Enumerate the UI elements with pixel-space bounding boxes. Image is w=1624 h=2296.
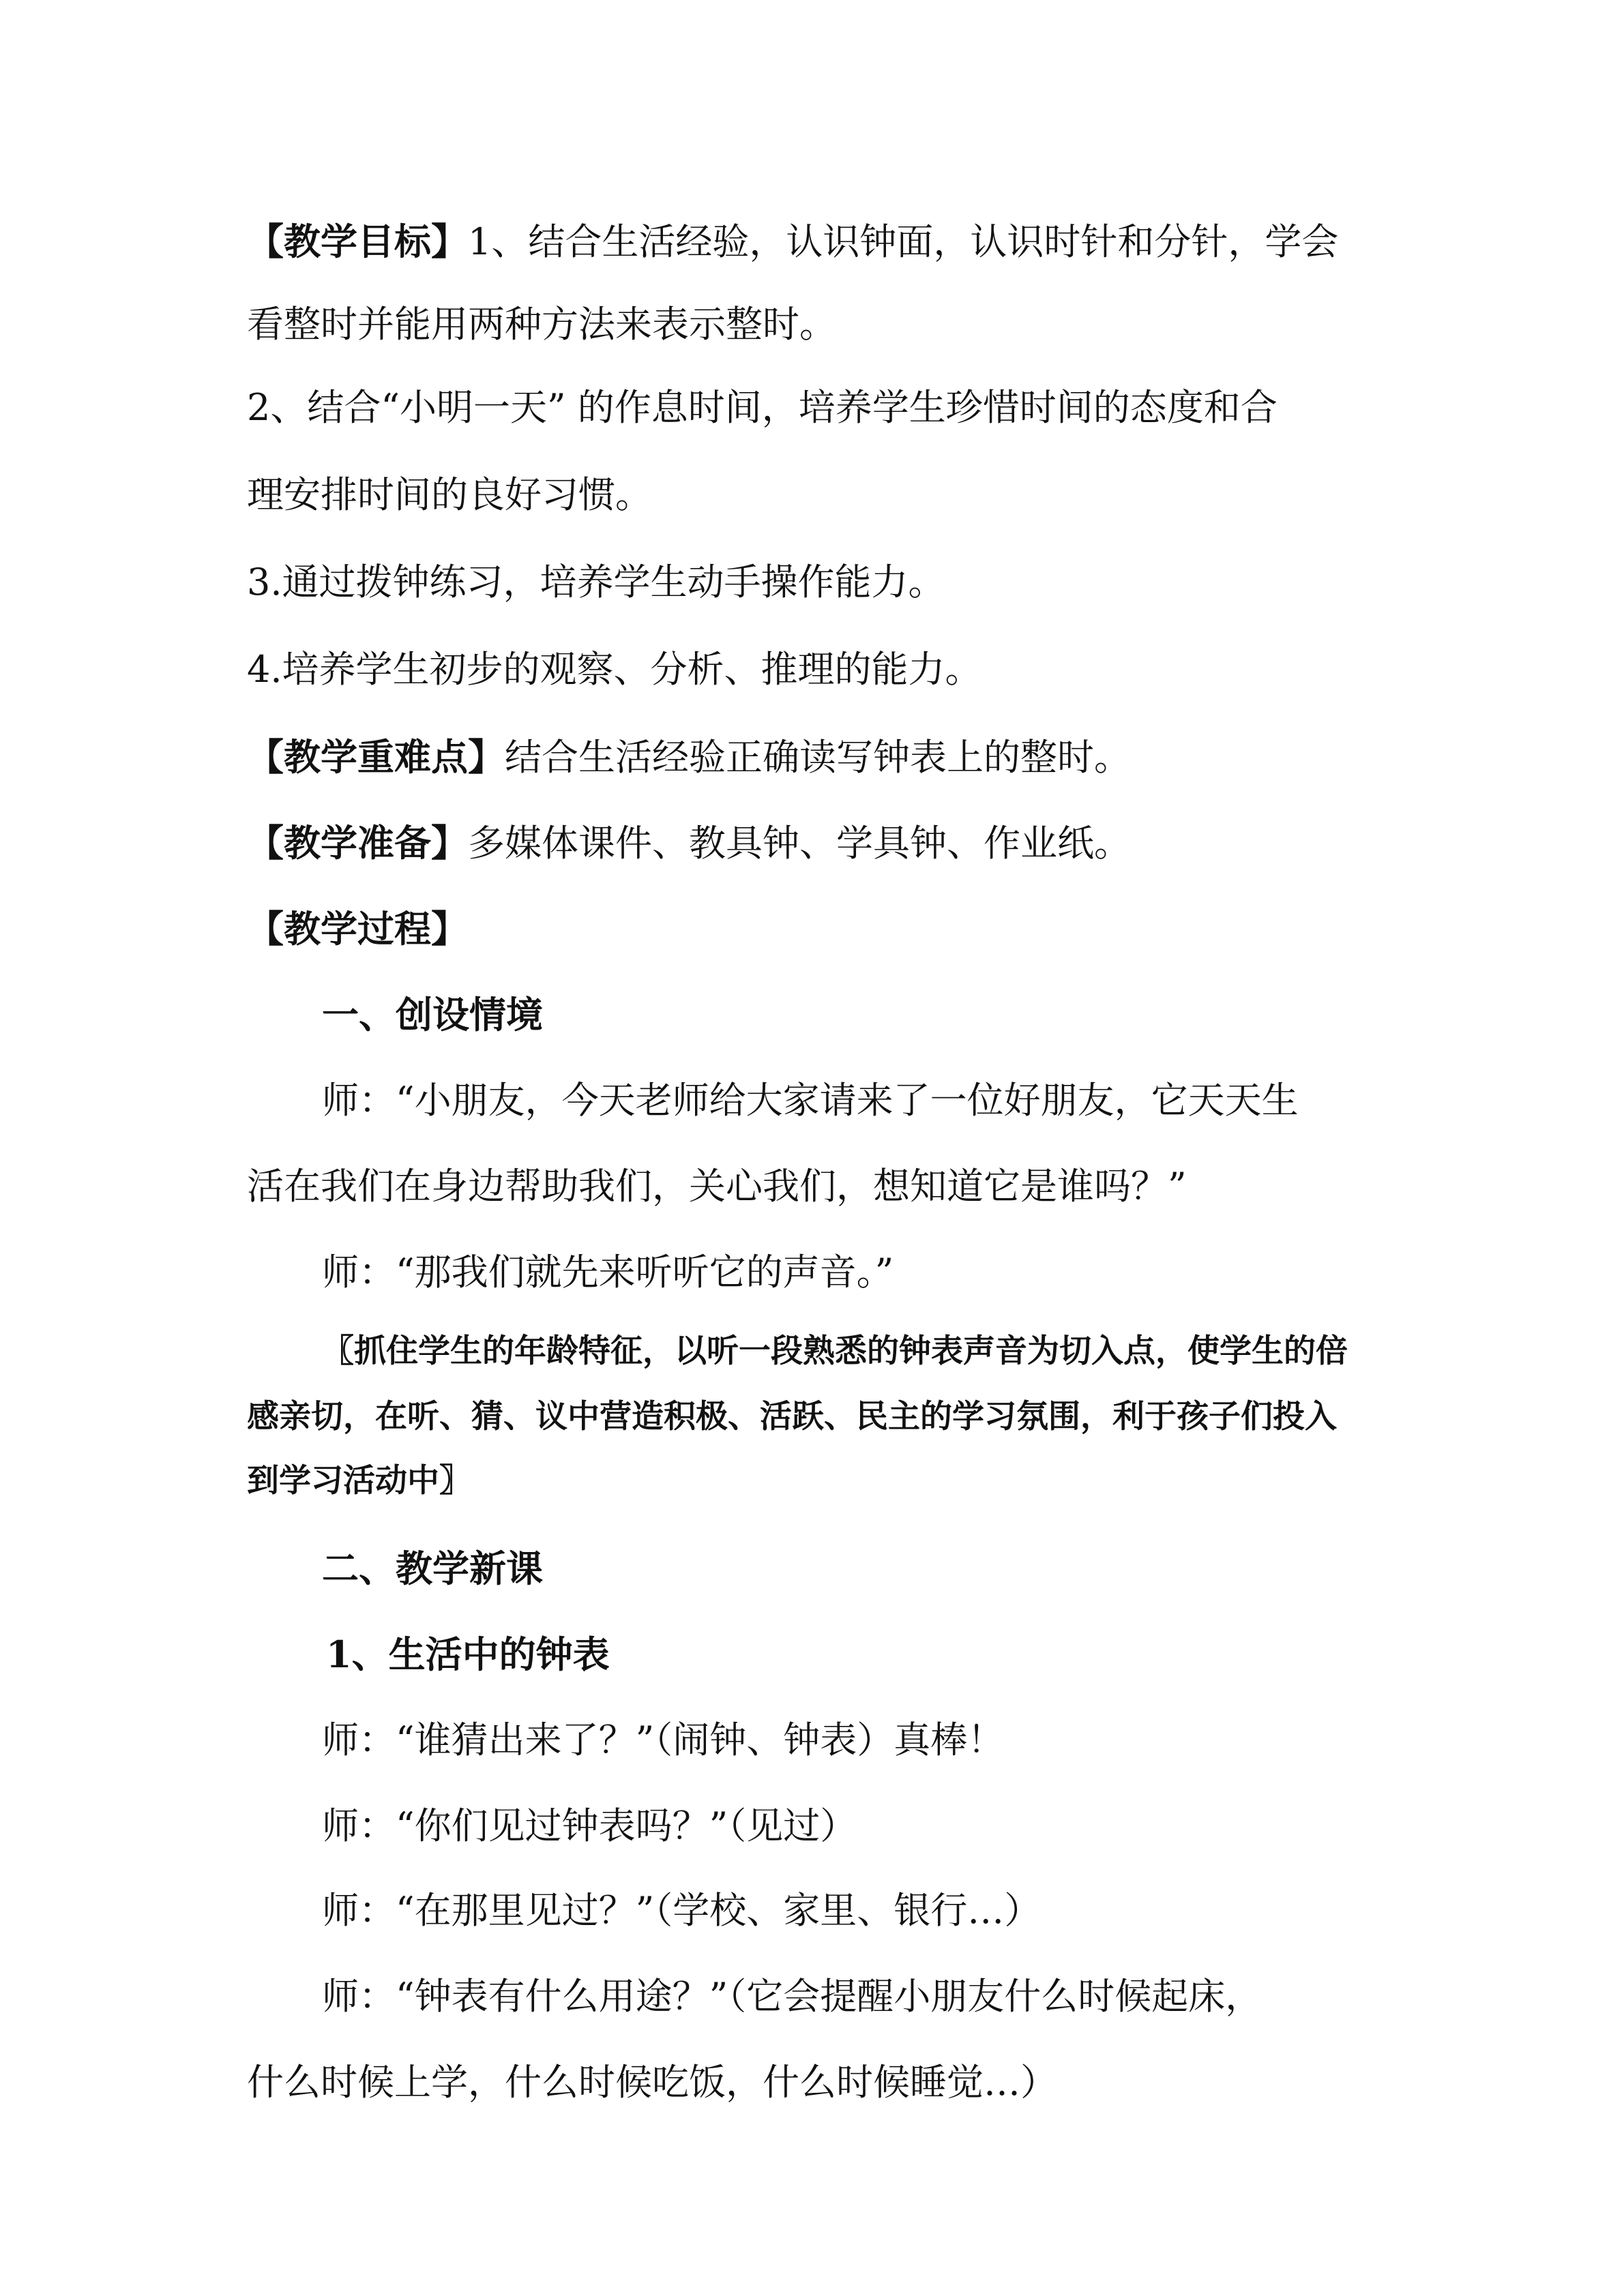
section1-dialog2: 师：“那我们就先来听听它的声音。” [322, 1251, 894, 1294]
preparation-text: 多媒体课件、教具钟、学具钟、作业纸。 [468, 822, 1131, 865]
objectives-item4: 4.培养学生初步的观察、分析、推理的能力。 [247, 648, 982, 691]
section2-question-4-line-1: 师：“钟表有什么用途？”（它会提醒小朋友什么时候起床， [322, 1975, 1263, 2018]
section2-question-3: 师：“在那里见过？”（学校、家里、银行…） [322, 1889, 1042, 1932]
section1-dialog1-line-1: 师：“小朋友，今天老师给大家请来了一位好朋友，它天天生 [322, 1079, 1299, 1122]
section2-question-2: 师：“你们见过钟表吗？”（见过） [322, 1804, 857, 1847]
note-line-1: 〖抓住学生的年龄特征，以听一段熟悉的钟表声音为切入点，使学生的倍 [322, 1332, 1348, 1370]
section1-heading: 一、创设情境 [322, 993, 543, 1037]
section2-question-4-line-2: 什么时候上学，什么时候吃饭，什么时候睡觉…） [247, 2061, 1057, 2104]
key-points-label: 【教学重难点】 [247, 735, 505, 779]
note-line-3: 到学习活动中〗 [247, 1462, 471, 1500]
objectives-line-1 [247, 217, 1338, 266]
objectives-line-2: 看整时并能用两种方法来表示整时。 [247, 303, 836, 346]
objectives-label: 【教学目标】 [247, 220, 468, 263]
section1-dialog1-line-2: 活在我们在身边帮助我们，关心我们，想知道它是谁吗？” [247, 1165, 1187, 1208]
preparation-line [247, 818, 1131, 867]
preparation-label: 【教学准备】 [247, 821, 468, 865]
objectives-item1-text: 1、结合生活经验，认识钟面，认识时针和分针，学会 [468, 220, 1339, 263]
section2-question-1: 师：“谁猜出来了？”（闹钟、钟表）真棒！ [322, 1718, 1005, 1761]
process-label: 【教学过程】 [247, 907, 468, 951]
note-line-2: 感亲切，在听、猜、议中营造积极、活跃、民主的学习氛围，利于孩子们投入 [247, 1398, 1337, 1435]
key-points-line [247, 732, 1131, 781]
section2-sub1-heading: 1、生活中的钟表 [326, 1632, 610, 1676]
objectives-item3: 3.通过拨钟练习，培养学生动手操作能力。 [247, 561, 945, 603]
objectives-item2-line-1: 2、结合“小明一天” 的作息时间，培养学生珍惜时间的态度和合 [247, 386, 1278, 429]
objectives-item2-line-2: 理安排时间的良好习惯。 [247, 473, 652, 516]
section2-heading: 二、教学新课 [322, 1547, 543, 1590]
key-points-text: 结合生活经验正确读写钟表上的整时。 [505, 736, 1131, 779]
